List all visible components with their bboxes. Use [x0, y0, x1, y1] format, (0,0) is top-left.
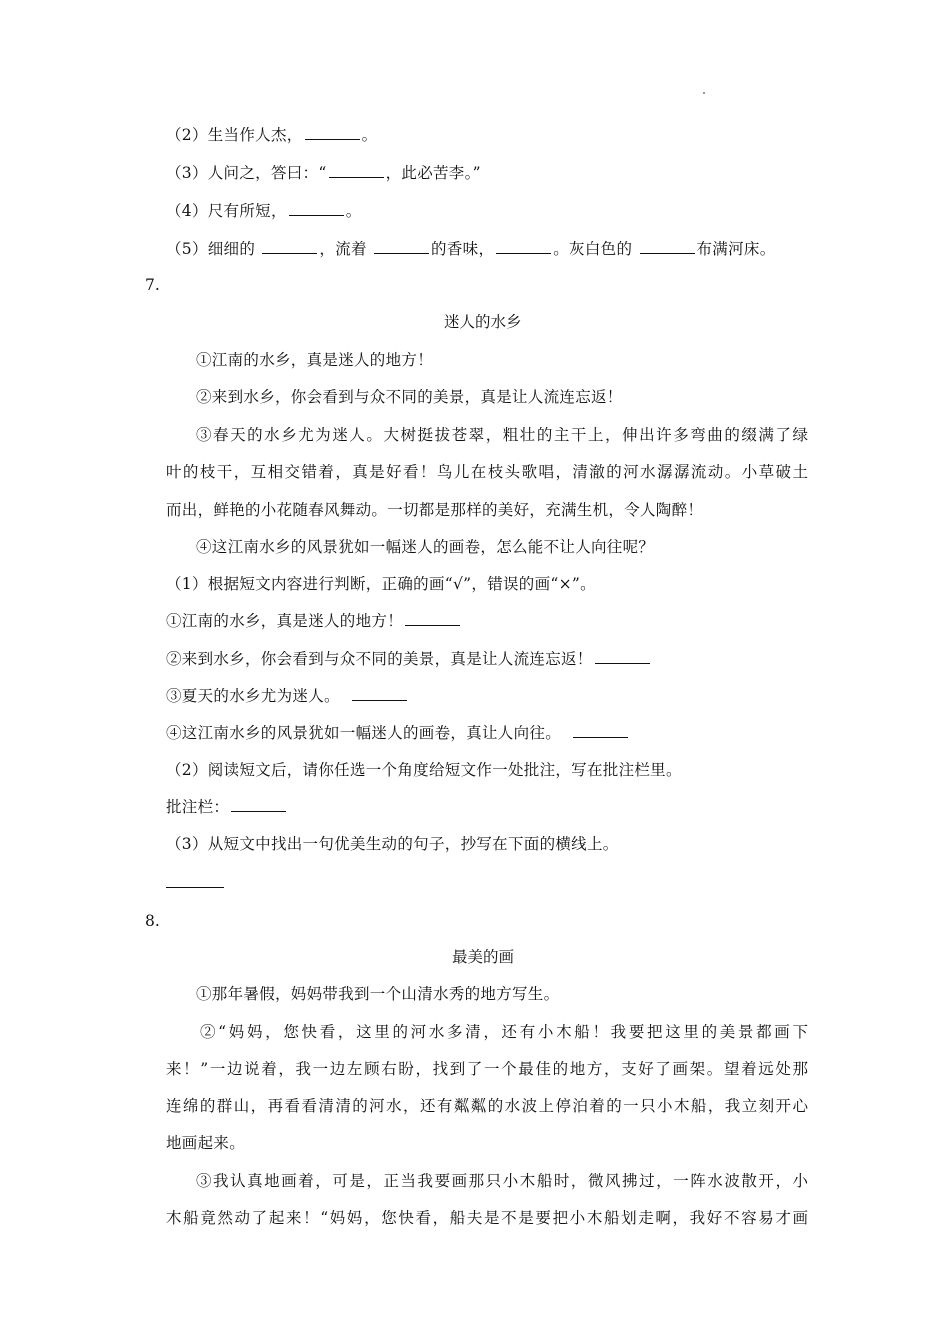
paragraph-line: ③春天的水乡尤为迷人。大树挺拔苍翠，粗壮的主干上，伸出许多弯曲的缀满了绿 [196, 426, 808, 444]
answer-blank[interactable] [405, 611, 460, 626]
paragraph-line: 连绵的群山，再看看清清的河水，还有粼粼的水波上停泊着的一只小木船，我立刻开心 [166, 1097, 808, 1115]
answer-blank[interactable] [496, 239, 551, 254]
sub-question: （3）从短文中找出一句优美生动的句子，抄写在下面的横线上。 [166, 835, 619, 853]
question-number: 8. [145, 912, 160, 930]
answer-blank[interactable] [352, 686, 407, 701]
paragraph-line: 木船竟然动了起来！“妈妈，您快看，船夫是不是要把小木船划走啊，我好不容易才画 [166, 1209, 808, 1227]
judge-text: ③夏天的水乡尤为迷人。 [166, 687, 340, 705]
paragraph-line: 地画起来。 [166, 1134, 246, 1152]
q6-item-2 [166, 125, 377, 145]
paragraph: ②来到水乡，你会看到与众不同的美景，真是让人流连忘返！ [196, 388, 623, 406]
judge-text: ④这江南水乡的风景犹如一幅迷人的画卷，真让人向往。 [166, 724, 562, 742]
judge-item [166, 723, 630, 743]
q6-item-5-part: 布满河床。 [696, 240, 776, 258]
q6-item-5-part: 。灰白色的 [553, 240, 633, 258]
answer-line[interactable] [166, 887, 224, 888]
q6-item-5-part: （5）细细的 [166, 240, 256, 258]
q6-item-2-end: 。 [361, 126, 378, 144]
question-number: 7. [145, 276, 160, 294]
paragraph-line: 而出，鲜艳的小花随春风舞动。一切都是那样的美好，充满生机，令人陶醉！ [166, 501, 704, 519]
q6-item-4 [166, 201, 362, 221]
q6-item-4-text: （4）尺有所短， [166, 202, 287, 220]
judge-text: ①江南的水乡，真是迷人的地方！ [166, 612, 404, 630]
answer-blank[interactable] [595, 649, 650, 664]
q6-item-3 [166, 163, 481, 183]
answer-blank[interactable] [640, 239, 695, 254]
sub-question: （1）根据短文内容进行判断，正确的画“√”，错误的画“×”。 [166, 575, 596, 593]
paragraph-line: 来！”一边说着，我一边左顾右盼，找到了一个最佳的地方，支好了画架。望着远处那 [166, 1060, 808, 1078]
judge-text: ②来到水乡，你会看到与众不同的美景，真是让人流连忘返！ [166, 650, 593, 668]
paragraph-line: ②“妈妈，您快看，这里的河水多清，还有小木船！我要把这里的美景都画下 [200, 1023, 808, 1041]
page-mark [703, 92, 705, 94]
answer-blank[interactable] [289, 201, 344, 216]
note-field [166, 797, 288, 817]
paragraph-line: 叶的枝干，互相交错着，真是好看！鸟儿在枝头歌唱，清澈的河水潺潺流动。小草破土 [166, 463, 808, 481]
q6-item-3-text: （3）人问之，答曰：“ [166, 164, 327, 182]
q6-item-4-end: 。 [345, 202, 362, 220]
passage-title: 最美的画 [452, 948, 515, 966]
sub-question: （2）阅读短文后，请你任选一个角度给短文作一处批注，写在批注栏里。 [166, 761, 682, 779]
q6-item-5-part: ，流着 [319, 240, 367, 258]
answer-blank[interactable] [329, 163, 384, 178]
q6-item-5-part: 的香味， [431, 240, 495, 258]
q6-item-2-text: （2）生当作人杰， [166, 126, 303, 144]
paragraph: ①那年暑假，妈妈带我到一个山清水秀的地方写生。 [196, 985, 560, 1003]
paragraph: ①江南的水乡，真是迷人的地方！ [196, 351, 434, 369]
judge-item [166, 686, 409, 706]
passage-title: 迷人的水乡 [444, 313, 522, 331]
answer-blank[interactable] [573, 723, 628, 738]
answer-blank[interactable] [374, 239, 429, 254]
paragraph: ④这江南水乡的风景犹如一幅迷人的画卷，怎么能不让人向往呢？ [196, 538, 655, 556]
q6-item-5 [166, 239, 776, 259]
answer-blank[interactable] [231, 797, 286, 812]
q6-item-3-end: ，此必苦李。” [385, 164, 481, 182]
note-label: 批注栏： [166, 798, 230, 816]
paragraph-line: ③我认真地画着，可是，正当我要画那只小木船时，微风拂过，一阵水波散开，小 [196, 1172, 808, 1190]
judge-item [166, 649, 652, 669]
answer-blank[interactable] [305, 125, 360, 140]
judge-item [166, 611, 462, 631]
answer-blank[interactable] [262, 239, 317, 254]
